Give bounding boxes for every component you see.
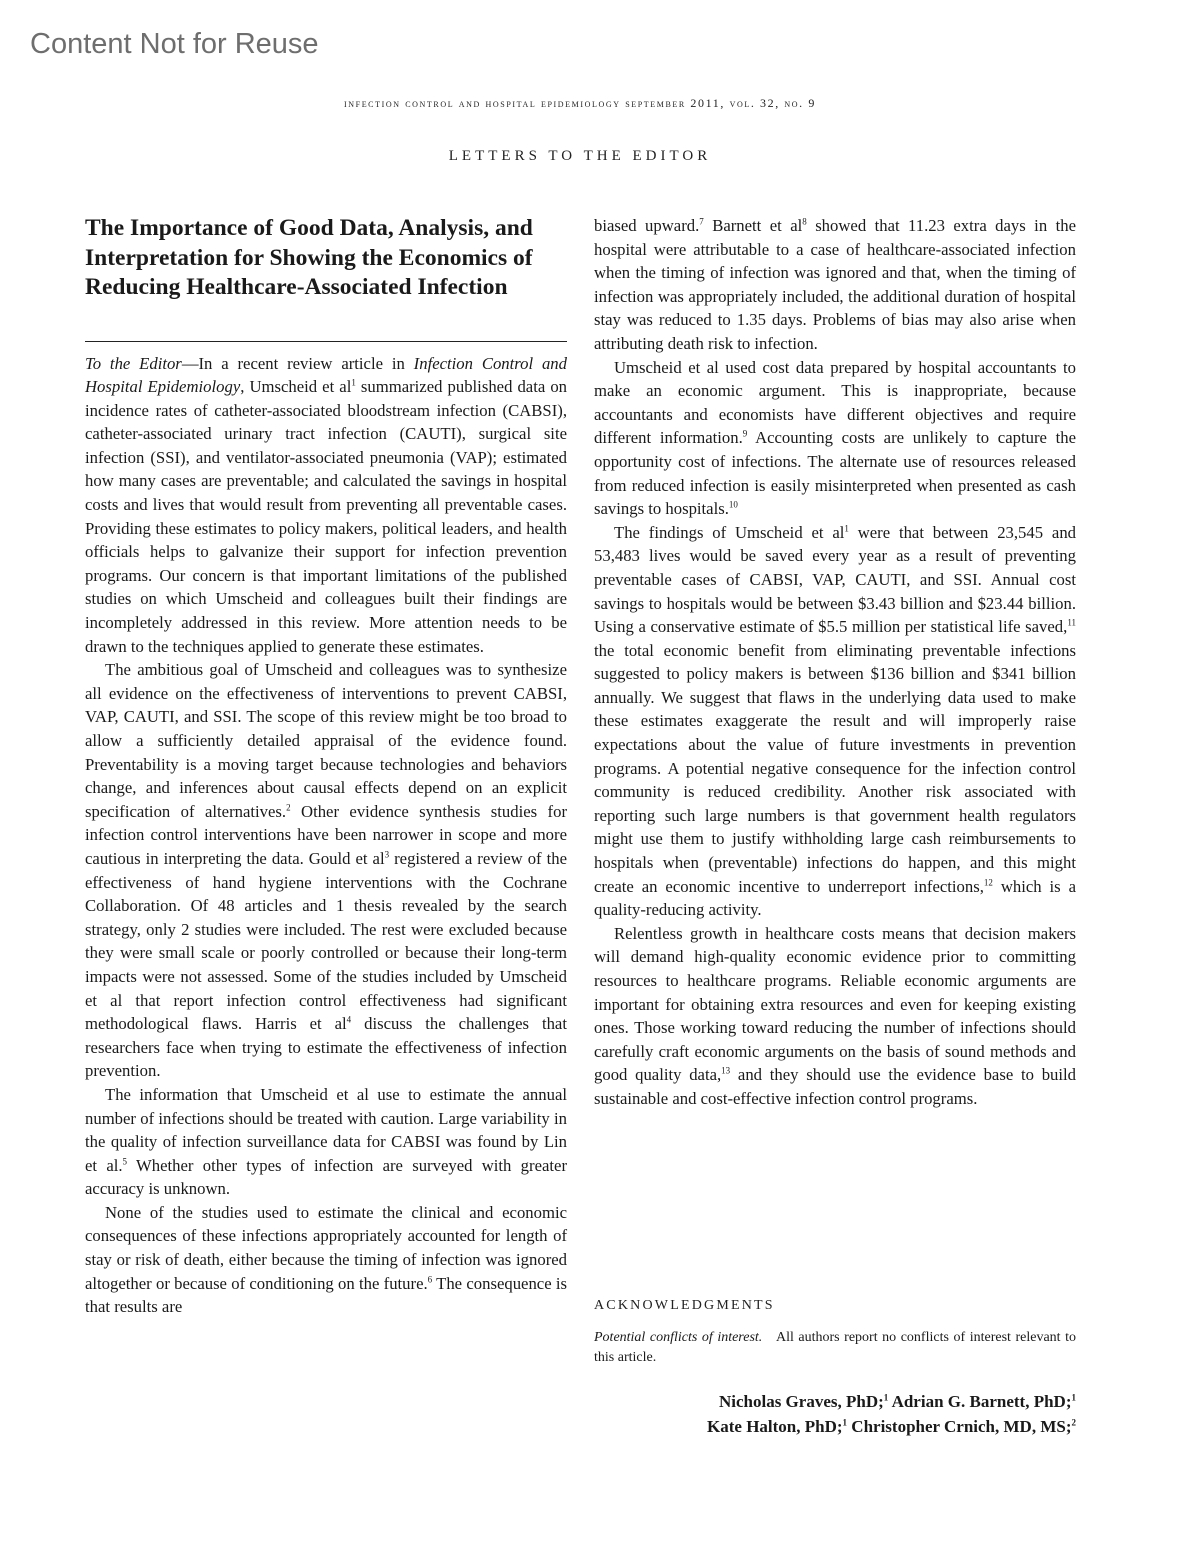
citation-ref: 10	[728, 499, 738, 510]
text: The consequence is that results are	[85, 1273, 567, 1317]
text: Barnett et al	[703, 216, 803, 235]
citation-ref: 12	[983, 877, 993, 888]
text: —In a recent review article in	[181, 353, 414, 373]
title-rule	[85, 341, 567, 342]
right-body	[594, 214, 1076, 1111]
right-column	[594, 214, 1076, 1111]
paragraph	[85, 1201, 567, 1319]
text: Accounting costs are unlikely to capture the opportunity cost of infections. The alternate use of resources released from reduced infection is easily misinterpreted when presented as cash savings to hospitals.	[594, 428, 1076, 519]
journal-name: Infection Control and Hospital Epidemiology	[85, 353, 567, 397]
paragraph	[594, 214, 1076, 356]
conflicts-of-interest	[594, 1328, 1076, 1368]
left-body	[85, 352, 567, 1319]
text: Umscheid et al used cost data prepared by hospital accountants to make an economic argument. This is inappropriate, because accountants and economists have different objectives and require different information.	[594, 357, 1076, 448]
citation-ref: 2	[286, 802, 291, 813]
text: summarized published data on incidence rates of catheter-associated bloodstream infection (CABSI), catheter-associated urinary tract infection (CAUTI), surgical site infection (SSI), and ventilator-associated pneumonia (VAP); estimated how many cases are preventable; and calculated the savings in hospital costs and lives that would result from preventing all preventable cases. Providing these estimates to policy makers, political leaders, and health officials helps to galvanize their support for infection prevention programs. Our concern is that important limitations of the published studies on which Umscheid and colleagues built their findings are incompletely addressed in this review. More attention needs to be drawn to the techniques applied to generate these estimates.	[85, 377, 568, 656]
acknowledgments-heading: ACKNOWLEDGMENTS	[594, 1298, 775, 1313]
author-line	[594, 1415, 1076, 1440]
affiliation-ref: 1	[1071, 1392, 1076, 1403]
text: registered a review of the effectiveness of hand hygiene interventions with the Cochrane Collaboration. Of 48 articles and 1 thesis revealed by the search strategy, only 2 studies were included. The rest were excluded because they were small scale or poorly controlled or because their long-term impacts were not assessed. Some of the studies included by Umscheid et al that report infection control effectiveness had significant methodological flaws. Harris et al	[85, 848, 567, 1034]
citation-ref: 8	[802, 216, 807, 227]
text: and they should use the evidence base to build sustainable and cost-effective infection control programs.	[594, 1065, 1076, 1108]
coi-text: All authors report no conflicts of interest relevant to this article.	[594, 1330, 1076, 1365]
paragraph	[594, 521, 1076, 922]
running-head: infection control and hospital epidemiology september 2011, vol. 32, no. 9	[344, 96, 816, 110]
text: The ambitious goal of Umscheid and colleagues was to synthesize all evidence on the effectiveness of interventions to prevent CABSI, VAP, CAUTI, and SSI. The scope of this review might be too broad to allow a sufficiently detailed appraisal of the evidence found. Preventability is a moving target because technologies and behaviors change, and inferences about causal effects depend on an explicit specification of alternatives.	[85, 660, 567, 821]
citation-ref: 3	[384, 849, 390, 860]
text: which is a quality-reducing activity.	[594, 876, 1076, 920]
citation-ref: 1	[351, 377, 356, 388]
citation-ref: 7	[699, 216, 704, 227]
text: discuss the challenges that researchers face when trying to estimate the effectiveness of infection prevention.	[85, 1014, 567, 1081]
article-title: The Importance of Good Data, Analysis, and Interpretation for Showing the Economics of Reducing Healthcare-Associated Infection	[85, 215, 533, 300]
citation-ref: 5	[122, 1156, 128, 1167]
author-line	[594, 1390, 1076, 1415]
citation-ref: 4	[346, 1014, 352, 1025]
text: were that between 23,545 and 53,483 lives would be saved every year as a result of preventing preventable cases of CABSI, VAP, CAUTI, and SSI. Annual cost savings to hospitals would be between $3.43 billion and $23.44 billion. Using a conservative estimate of $5.5 million per statistical life saved,	[594, 522, 1077, 637]
text: showed that 11.23 extra days in the hospital were attributable to a case of healthcare-associated infection when the timing of infection was ignored and that, when the timing of infection was appropriately included, the additional duration of hospital stay was reduced to 1.35 days. Problems of bias may also arise when attributing death risk to infection.	[594, 216, 1076, 353]
text: The findings of Umscheid et al	[614, 522, 845, 542]
text: Other evidence synthesis studies for infection control interventions have been narrower in scope and more cautious in interpreting the data. Gould et al	[85, 801, 567, 868]
author-list	[594, 1390, 1076, 1439]
text: None of the studies used to estimate the clinical and economic consequences of these infections appropriately accounted for length of stay or risk of death, either because the timing of infection was ignored altogether or because of conditioning on the future.	[85, 1202, 567, 1293]
text: Relentless growth in healthcare costs means that decision makers will demand high-quality economic evidence prior to committing resources to healthcare programs. Reliable economic arguments are important for obtaining extra resources and even for keeping existing ones. Those working toward reducing the number of infections should carefully craft economic arguments on the basis of sound methods and good quality data,	[594, 923, 1076, 1085]
text: biased upward.	[594, 216, 700, 235]
paragraph	[85, 658, 567, 1083]
paragraph	[85, 1083, 567, 1201]
paragraph	[85, 352, 567, 659]
text: Whether other types of infection are surveyed with greater accuracy is unknown.	[85, 1155, 567, 1199]
text: The information that Umscheid et al use to estimate the annual number of infections should be treated with caution. Large variability in the quality of infection surveillance data for CABSI was found by Lin et al.	[85, 1084, 567, 1175]
affiliation-ref: 1	[842, 1416, 848, 1427]
citation-ref: 1	[844, 523, 849, 534]
watermark: Content Not for Reuse	[30, 28, 319, 60]
affiliation-ref: 1	[883, 1392, 889, 1403]
citation-ref: 13	[721, 1065, 731, 1076]
left-column	[85, 214, 567, 1319]
citation-ref: 9	[742, 428, 748, 439]
citation-ref: 6	[427, 1274, 433, 1285]
citation-ref: 11	[1067, 617, 1076, 628]
coi-label: Potential conflicts of interest.	[594, 1330, 763, 1345]
section-heading: LETTERS TO THE EDITOR	[448, 148, 712, 164]
text: the total economic benefit from eliminating preventable infections suggested to policy makers is between $136 billion and $341 billion annually. We suggest that flaws in the underlying data used to make these estimates exaggerate the result and will improperly raise expectations about the value of future investments in prevention programs. A potential negative consequence for the infection control community is reduced credibility. Another risk associated with reporting such large numbers is that government health regulators might use them to justify withholding large cash reimbursements to hospitals when (preventable) infections do happen, and this might create an economic incentive to underreport infections,	[594, 640, 1076, 896]
paragraph	[594, 922, 1076, 1111]
author-name: Adrian G. Barnett, PhD;	[888, 1392, 1072, 1411]
salutation: To the Editor	[85, 353, 182, 373]
affiliation-ref: 2	[1071, 1416, 1076, 1427]
author-name: Christopher Crnich, MD, MS;	[847, 1416, 1072, 1436]
author-name: Kate Halton, PhD;	[707, 1416, 843, 1436]
author-name: Nicholas Graves, PhD;	[718, 1392, 884, 1411]
paragraph	[594, 356, 1076, 521]
text: , Umscheid et al	[240, 377, 352, 397]
